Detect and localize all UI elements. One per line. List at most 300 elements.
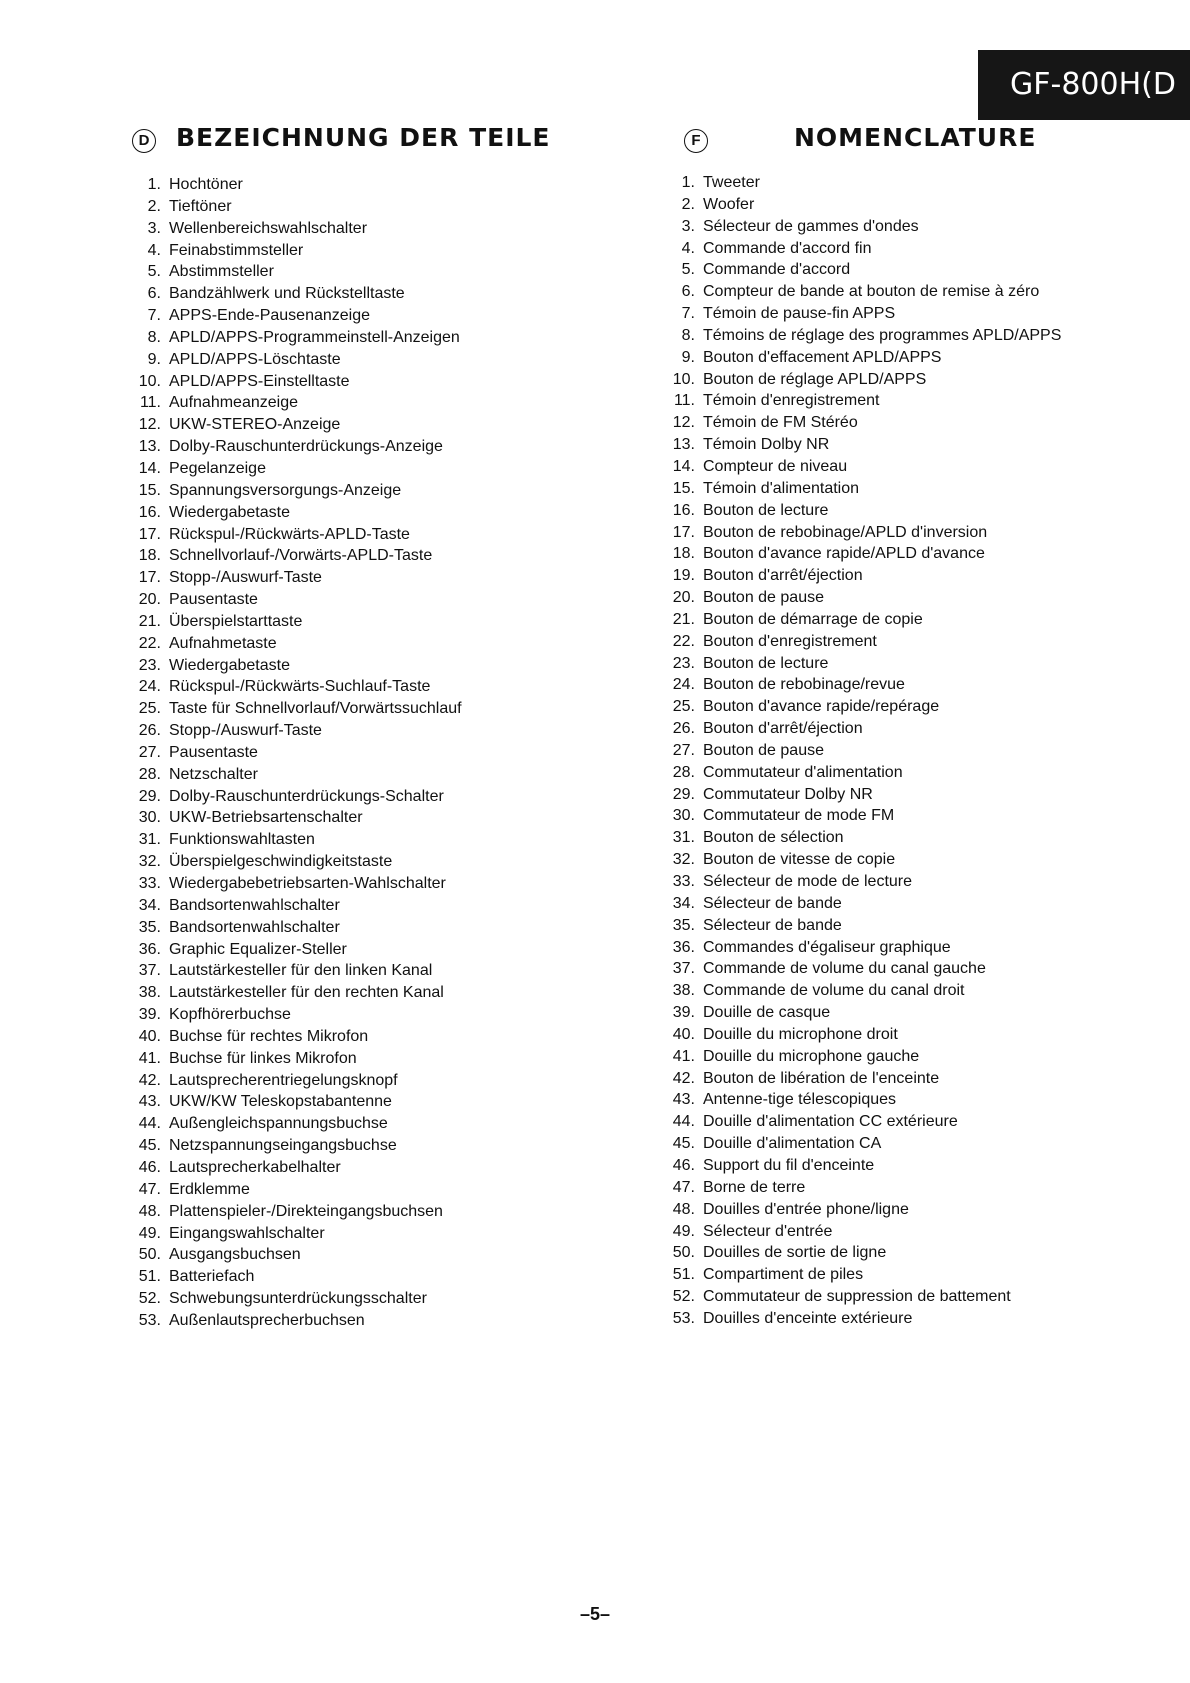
item-number: 50. (672, 1244, 695, 1262)
list-item (662, 369, 1162, 391)
list-item (662, 1089, 1162, 1111)
item-number: 6. (681, 283, 695, 301)
item-number: 41. (672, 1047, 695, 1065)
list-item (128, 502, 648, 524)
item-label: Wellenbereichswahlschalter (169, 219, 368, 237)
list-item (662, 718, 1162, 740)
item-label: Bouton de lecture (703, 501, 829, 519)
item-number: 34. (138, 896, 161, 914)
list-item (662, 1242, 1162, 1264)
item-label: Douilles d'enceinte extérieure (703, 1309, 913, 1327)
list-item (662, 172, 1162, 194)
list-item (662, 325, 1162, 347)
item-label: Schnellvorlauf-/Vorwärts-APLD-Taste (169, 547, 433, 565)
item-number: 35. (672, 916, 695, 934)
item-label: Compartiment de piles (703, 1266, 864, 1284)
page-number: –5– (579, 1604, 611, 1624)
item-label: Commutateur Dolby NR (703, 785, 873, 803)
item-label: Compteur de niveau (703, 457, 848, 475)
item-label: Wiedergabetaste (169, 656, 290, 674)
item-label: Taste für Schnellvorlauf/Vorwärtssuchlauf (169, 700, 462, 718)
list-item (662, 827, 1162, 849)
german-section-header (128, 120, 648, 164)
item-number: 1. (681, 174, 695, 191)
item-number: 42. (672, 1069, 695, 1087)
item-number: 49. (138, 1224, 161, 1242)
item-label: Antenne-tige télescopiques (703, 1091, 897, 1109)
item-label: Außengleichspannungsbuchse (169, 1115, 388, 1133)
item-number: 32. (672, 851, 695, 869)
list-item (662, 958, 1162, 980)
item-number: 26. (672, 720, 695, 738)
list-item (128, 873, 648, 895)
list-item (128, 1091, 648, 1113)
model-number-tab: GF-800H(D (978, 50, 1190, 120)
item-number: 35. (138, 918, 161, 936)
list-item (128, 895, 648, 917)
item-number: 1. (147, 176, 161, 193)
list-item (662, 281, 1162, 303)
item-label: Commutateur d'alimentation (703, 763, 903, 781)
french-section-header (662, 120, 1162, 164)
item-label: Dolby-Rauschunterdrückungs-Schalter (169, 787, 444, 805)
list-item (662, 412, 1162, 434)
item-label: Bouton de sélection (703, 829, 844, 847)
list-item (662, 915, 1162, 937)
item-number: 10. (138, 372, 161, 390)
item-number: 3. (681, 217, 695, 235)
list-item (128, 458, 648, 480)
item-label: Schwebungsunterdrückungsschalter (169, 1290, 427, 1308)
item-number: 14. (138, 459, 161, 477)
item-number: 13. (672, 436, 695, 454)
list-item (128, 720, 648, 742)
item-number: 33. (138, 875, 161, 892)
list-item (128, 655, 648, 677)
item-label: Bouton d'arrêt/éjection (703, 720, 863, 738)
item-number: 30. (672, 807, 695, 825)
item-number: 44. (672, 1113, 695, 1131)
item-label: Tweeter (703, 174, 760, 191)
list-item (128, 1070, 648, 1092)
item-number: 8. (147, 328, 161, 346)
list-item (128, 1288, 648, 1310)
item-label: Douille d'alimentation CC extérieure (703, 1113, 958, 1131)
item-label: Aufnahmetaste (169, 634, 277, 652)
item-label: Dolby-Rauschunterdrückungs-Anzeige (169, 438, 443, 456)
list-item (128, 698, 648, 720)
item-label: Wiedergabebetriebsarten-Wahlschalter (169, 875, 446, 892)
item-label: Hochtöner (169, 176, 243, 193)
item-number: 43. (138, 1093, 161, 1111)
item-label: Pausentaste (169, 743, 258, 761)
item-number: 52. (138, 1290, 161, 1308)
item-label: Bouton de réglage APLD/APPS (703, 370, 927, 388)
list-item (662, 762, 1162, 784)
item-number: 47. (138, 1180, 161, 1198)
list-item (662, 390, 1162, 412)
item-number: 30. (138, 809, 161, 827)
item-number: 25. (138, 700, 161, 718)
list-item (662, 303, 1162, 325)
item-number: 18. (672, 545, 695, 563)
item-label: Support du fil d'enceinte (703, 1156, 875, 1174)
list-item (662, 609, 1162, 631)
list-item (662, 522, 1162, 544)
item-number: 27. (138, 743, 161, 761)
list-item (128, 305, 648, 327)
list-item (662, 500, 1162, 522)
item-number: 29. (138, 787, 161, 805)
item-number: 21. (672, 610, 695, 628)
french-parts-list (662, 172, 1162, 1330)
item-label: Pausentaste (169, 591, 258, 609)
list-item (128, 917, 648, 939)
list-item (128, 240, 648, 262)
item-number: 7. (147, 307, 161, 325)
item-number: 33. (672, 873, 695, 890)
list-item (128, 786, 648, 808)
item-number: 15. (672, 479, 695, 497)
list-item (128, 1113, 648, 1135)
item-number: 50. (138, 1246, 161, 1264)
item-number: 23. (672, 654, 695, 672)
item-label: APLD/APPS-Programmeinstell-Anzeigen (169, 328, 460, 346)
item-label: Funktionswahltasten (169, 831, 315, 849)
item-label: Buchse für linkes Mikrofon (169, 1049, 357, 1067)
item-label: Abstimmsteller (169, 263, 274, 281)
item-number: 53. (672, 1309, 695, 1327)
item-label: Commutateur de mode FM (703, 807, 895, 825)
item-label: Douilles d'entrée phone/ligne (703, 1200, 909, 1218)
list-item (128, 960, 648, 982)
item-label: Pegelanzeige (169, 459, 266, 477)
list-item (128, 676, 648, 698)
item-number: 31. (138, 831, 161, 849)
item-number: 12. (138, 416, 161, 434)
list-item (128, 1223, 648, 1245)
item-label: Netzspannungseingangsbuchse (169, 1137, 397, 1155)
list-item (662, 259, 1162, 281)
list-item (128, 1048, 648, 1070)
list-item (128, 414, 648, 436)
item-number: 12. (672, 414, 695, 432)
item-label: Bouton d'effacement APLD/APPS (703, 348, 942, 366)
list-item (128, 261, 648, 283)
list-item (128, 742, 648, 764)
item-label: Bouton de vitesse de copie (703, 851, 896, 869)
item-number: 43. (672, 1091, 695, 1109)
list-item (662, 565, 1162, 587)
item-label: Commande de volume du canal gauche (703, 960, 986, 978)
list-item (128, 392, 648, 414)
french-parts-section (662, 120, 1162, 1330)
item-label: Bandsortenwahlschalter (169, 896, 340, 914)
item-label: Sélecteur de gammes d'ondes (703, 217, 919, 235)
item-number: 32. (138, 853, 161, 871)
item-number: 5. (147, 263, 161, 281)
list-item (662, 1286, 1162, 1308)
item-label: Commandes d'égaliseur graphique (703, 938, 951, 956)
item-label: Lautstärkesteller für den linken Kanal (169, 962, 433, 980)
item-label: Woofer (703, 195, 755, 213)
item-label: Sélecteur de mode de lecture (703, 873, 913, 890)
list-item (128, 196, 648, 218)
item-label: Commutateur de suppression de battement (703, 1288, 1011, 1306)
item-label: UKW/KW Teleskopstabantenne (169, 1093, 392, 1111)
item-number: 46. (138, 1158, 161, 1176)
list-item (128, 1004, 648, 1026)
item-number: 6. (147, 285, 161, 303)
item-label: Bouton d'avance rapide/APLD d'avance (703, 545, 985, 563)
item-label: Kopfhörerbuchse (169, 1006, 291, 1024)
item-label: Bouton de pause (703, 741, 824, 759)
list-item (128, 1135, 648, 1157)
item-label: Außenlautsprecherbuchsen (169, 1311, 365, 1329)
german-parts-list (128, 174, 648, 1332)
list-item (128, 218, 648, 240)
item-label: Bouton d'avance rapide/repérage (703, 698, 940, 716)
item-label: Spannungsversorgungs-Anzeige (169, 481, 402, 499)
item-number: 46. (672, 1156, 695, 1174)
item-number: 40. (672, 1025, 695, 1043)
item-label: Douilles de sortie de ligne (703, 1244, 887, 1262)
item-number: 47. (672, 1178, 695, 1196)
item-label: Commande d'accord (703, 261, 851, 279)
list-item (662, 893, 1162, 915)
item-number: 11. (139, 394, 161, 412)
list-item (662, 1002, 1162, 1024)
item-label: Témoin d'alimentation (703, 479, 860, 497)
item-number: 24. (138, 678, 161, 696)
list-item (662, 1024, 1162, 1046)
list-item (128, 939, 648, 961)
item-label: Überspielstarttaste (169, 612, 303, 630)
list-item (662, 587, 1162, 609)
list-item (128, 545, 648, 567)
item-number: 28. (138, 765, 161, 783)
item-label: Graphic Equalizer-Steller (169, 940, 347, 958)
list-item (128, 807, 648, 829)
item-number: 20. (138, 591, 161, 609)
item-label: Témoin Dolby NR (703, 436, 830, 454)
item-number: 14. (672, 457, 695, 475)
list-item (662, 740, 1162, 762)
list-item (662, 478, 1162, 500)
item-label: Rückspul-/Rückwärts-APLD-Taste (169, 525, 410, 543)
list-item (662, 1155, 1162, 1177)
item-label: Eingangswahlschalter (169, 1224, 325, 1242)
item-number: 11. (673, 392, 695, 410)
list-item (662, 1068, 1162, 1090)
list-item (128, 371, 648, 393)
list-item (128, 1179, 648, 1201)
list-item (128, 851, 648, 873)
list-item (662, 543, 1162, 565)
item-number: 45. (138, 1137, 161, 1155)
item-number: 22. (672, 632, 695, 650)
list-item (662, 653, 1162, 675)
item-number: 52. (672, 1288, 695, 1306)
item-label: Feinabstimmsteller (169, 241, 304, 259)
list-item (128, 764, 648, 786)
item-label: APLD/APPS-Einstelltaste (169, 372, 350, 390)
list-item (128, 1157, 648, 1179)
item-label: Bandsortenwahlschalter (169, 918, 340, 936)
item-label: Buchse für rechtes Mikrofon (169, 1027, 369, 1045)
item-number: 8. (681, 326, 695, 344)
language-badge-fr: F (684, 129, 708, 153)
item-label: Bouton de démarrage de copie (703, 610, 923, 628)
list-item (128, 1026, 648, 1048)
item-label: Bouton d'enregistrement (703, 632, 877, 650)
item-number: 34. (672, 894, 695, 912)
list-item (662, 434, 1162, 456)
item-label: Lautsprecherentriegelungsknopf (169, 1071, 398, 1089)
item-label: Témoins de réglage des programmes APLD/APPS (703, 326, 1062, 344)
item-number: 2. (681, 195, 695, 213)
list-item (662, 216, 1162, 238)
item-number: 45. (672, 1135, 695, 1153)
item-number: 17. (138, 525, 161, 543)
list-item (128, 1310, 648, 1332)
item-label: Douille du microphone gauche (703, 1047, 920, 1065)
item-number: 5. (681, 261, 695, 279)
list-item (662, 1199, 1162, 1221)
item-number: 16. (672, 501, 695, 519)
list-item (662, 1308, 1162, 1330)
list-item (662, 805, 1162, 827)
item-number: 23. (138, 656, 161, 674)
item-number: 38. (672, 982, 695, 1000)
item-number: 18. (138, 547, 161, 565)
item-number: 13. (138, 438, 161, 456)
list-item (662, 194, 1162, 216)
list-item (662, 1264, 1162, 1286)
item-label: Bouton de lecture (703, 654, 829, 672)
item-number: 4. (681, 239, 695, 257)
list-item (662, 631, 1162, 653)
item-label: Wiedergabetaste (169, 503, 290, 521)
item-label: Sélecteur de bande (703, 894, 842, 912)
item-label: Lautsprecherkabelhalter (169, 1158, 341, 1176)
item-label: APLD/APPS-Löschtaste (169, 350, 341, 368)
list-item (662, 1046, 1162, 1068)
item-label: Bouton d'arrêt/éjection (703, 567, 863, 585)
item-number: 21. (138, 612, 161, 630)
item-number: 2. (147, 197, 161, 215)
item-label: Plattenspieler-/Direkteingangsbuchsen (169, 1202, 443, 1220)
item-number: 40. (138, 1027, 161, 1045)
french-section-title: NOMENCLATURE (794, 123, 1037, 152)
list-item (662, 1111, 1162, 1133)
list-item (128, 611, 648, 633)
list-item (662, 347, 1162, 369)
item-number: 36. (138, 940, 161, 958)
list-item (128, 1244, 648, 1266)
item-label: Douille du microphone droit (703, 1025, 898, 1043)
item-number: 51. (138, 1268, 161, 1286)
item-number: 7. (681, 305, 695, 323)
list-item (662, 238, 1162, 260)
item-number: 39. (138, 1006, 161, 1024)
item-number: 3. (147, 219, 161, 237)
item-label: Stopp-/Auswurf-Taste (169, 722, 322, 740)
item-number: 36. (672, 938, 695, 956)
item-number: 42. (138, 1071, 161, 1089)
item-label: Borne de terre (703, 1178, 806, 1196)
item-label: UKW-Betriebsartenschalter (169, 809, 363, 827)
list-item (662, 696, 1162, 718)
item-number: 39. (672, 1004, 695, 1022)
list-item (128, 524, 648, 546)
list-item (662, 980, 1162, 1002)
item-label: Sélecteur d'entrée (703, 1222, 833, 1240)
item-label: Erdklemme (169, 1180, 250, 1198)
item-number: 41. (138, 1049, 161, 1067)
item-label: Bouton de libération de l'enceinte (703, 1069, 940, 1087)
item-number: 31. (672, 829, 695, 847)
item-number: 9. (147, 350, 161, 368)
item-number: 51. (672, 1266, 695, 1284)
item-label: Commande d'accord fin (703, 239, 872, 257)
item-label: Ausgangsbuchsen (169, 1246, 301, 1264)
item-number: 27. (672, 741, 695, 759)
list-item (128, 1201, 648, 1223)
list-item (128, 174, 648, 196)
list-item (128, 480, 648, 502)
list-item (128, 589, 648, 611)
item-number: 22. (138, 634, 161, 652)
item-number: 17. (138, 569, 161, 587)
item-number: 4. (147, 241, 161, 259)
item-label: APPS-Ende-Pausenanzeige (169, 307, 371, 325)
item-number: 16. (138, 503, 161, 521)
item-label: Bouton de rebobinage/APLD d'inversion (703, 523, 988, 541)
language-badge-de: D (132, 129, 156, 153)
item-number: 49. (672, 1222, 695, 1240)
item-number: 48. (672, 1200, 695, 1218)
item-number: 37. (672, 960, 695, 978)
item-label: Bouton de rebobinage/revue (703, 676, 905, 694)
item-number: 53. (138, 1311, 161, 1329)
item-label: Stopp-/Auswurf-Taste (169, 569, 322, 587)
item-label: Douille de casque (703, 1004, 831, 1022)
item-label: Commande de volume du canal droit (703, 982, 965, 1000)
item-label: Überspielgeschwindigkeitstaste (169, 853, 393, 871)
item-number: 17. (672, 523, 695, 541)
list-item (662, 1133, 1162, 1155)
item-number: 24. (672, 676, 695, 694)
item-number: 37. (138, 962, 161, 980)
german-parts-section (128, 120, 648, 1332)
item-label: UKW-STEREO-Anzeige (169, 416, 341, 434)
item-number: 20. (672, 589, 695, 607)
item-number: 28. (672, 763, 695, 781)
list-item (128, 567, 648, 589)
list-item (128, 982, 648, 1004)
item-label: Témoin de pause-fin APPS (703, 305, 896, 323)
list-item (128, 349, 648, 371)
item-label: Témoin d'enregistrement (703, 392, 880, 410)
item-number: 19. (672, 567, 695, 585)
list-item (662, 1221, 1162, 1243)
item-label: Bandzählwerk und Rückstelltaste (169, 285, 405, 303)
list-item (662, 1177, 1162, 1199)
item-label: Bouton de pause (703, 589, 824, 607)
list-item (662, 871, 1162, 893)
list-item (128, 829, 648, 851)
